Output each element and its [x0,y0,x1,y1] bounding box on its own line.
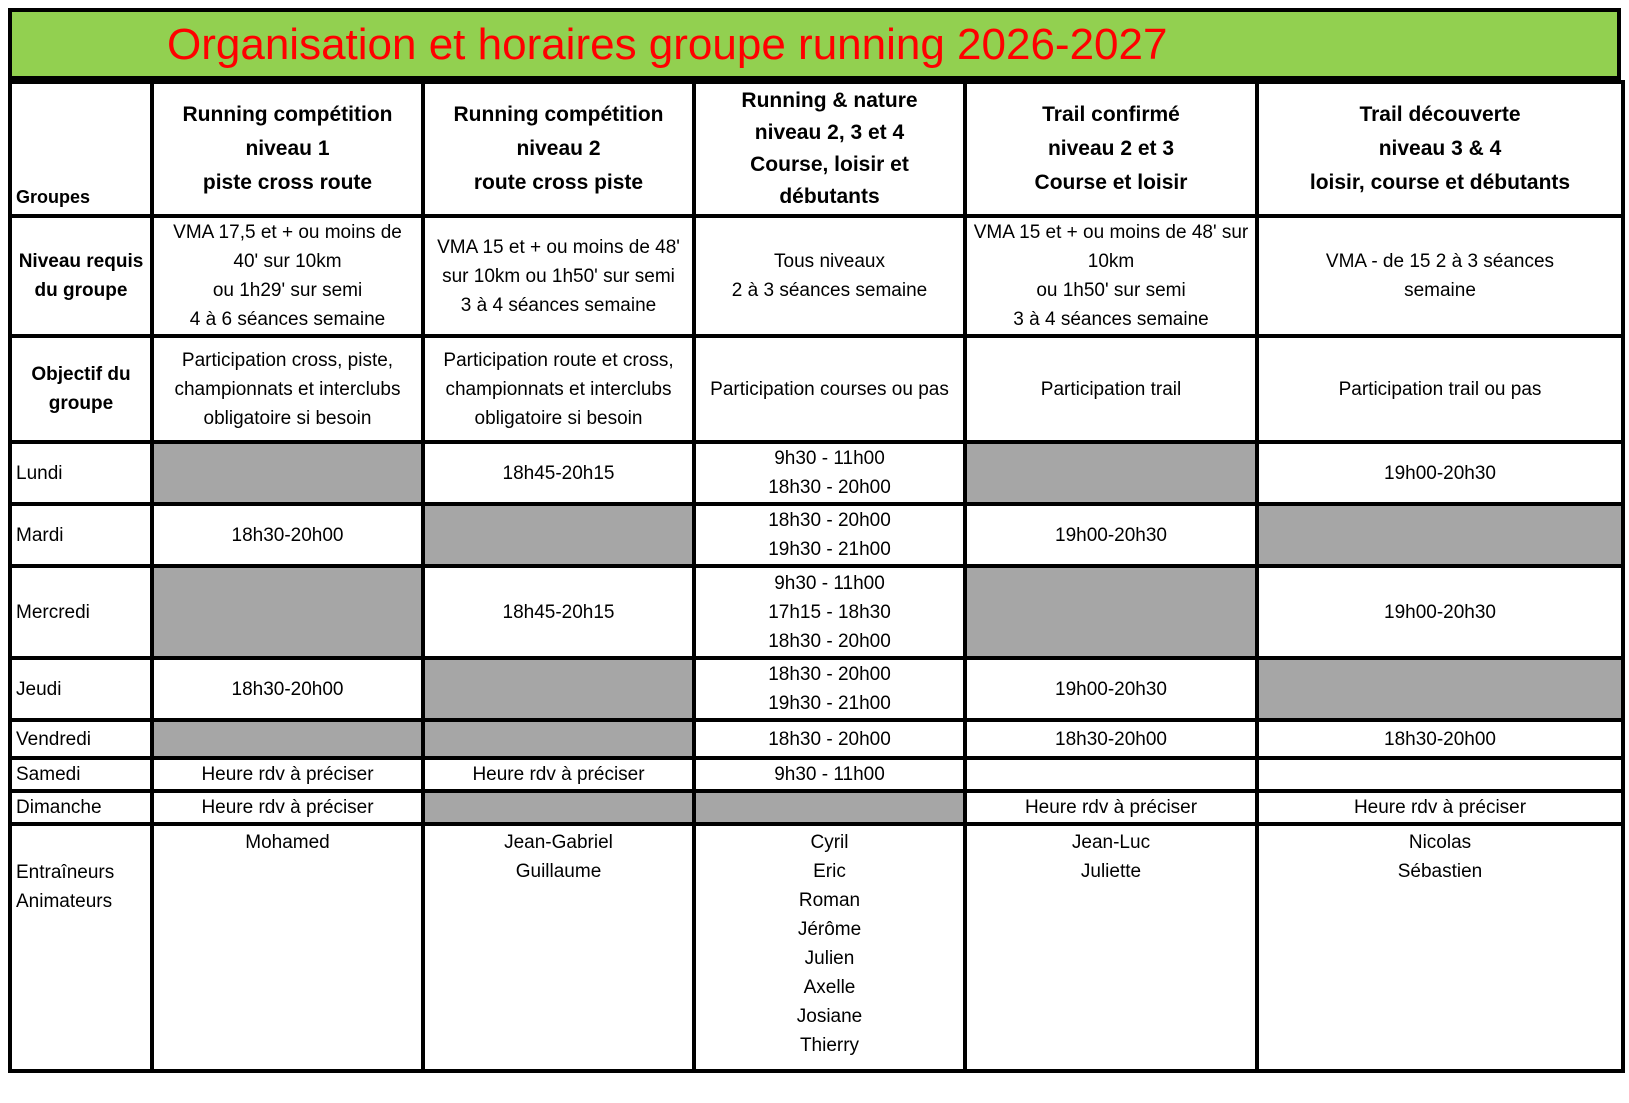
group-header: Trail confirmé niveau 2 et 3 Course et loisir [965,82,1257,216]
niveau-cell: VMA 15 et + ou moins de 48' sur 10km ou 1h50' sur semi 3 à 4 séances semaine [423,216,694,336]
coaches-cell: Jean-Gabriel Guillaume [423,824,694,1071]
objectif-cell: Participation trail ou pas [1257,336,1623,442]
day-row-jeudi [10,658,1623,720]
empty-cell [965,566,1257,658]
niveau-cell: VMA 17,5 et + ou moins de 40' sur 10km ou 1h29' sur semi 4 à 6 séances semaine [152,216,423,336]
empty-cell [152,720,423,758]
empty-cell [1257,504,1623,566]
time-cell: 18h30-20h00 [965,720,1257,758]
niveau-row [10,216,1623,336]
day-label: Vendredi [10,720,152,758]
time-cell: 19h00-20h30 [1257,442,1623,504]
time-cell: 18h45-20h15 [423,442,694,504]
empty-cell [423,504,694,566]
objectif-cell: Participation route et cross, championnats et interclubs obligatoire si besoin [423,336,694,442]
niveau-cell: VMA 15 et + ou moins de 48' sur 10km ou 1h50' sur semi 3 à 4 séances semaine [965,216,1257,336]
objectif-cell: Participation courses ou pas [694,336,965,442]
empty-cell [423,720,694,758]
empty-cell [1257,658,1623,720]
coaches-cell: Nicolas Sébastien [1257,824,1623,1071]
time-cell: 9h30 - 11h00 17h15 - 18h30 18h30 - 20h00 [694,566,965,658]
empty-cell [423,791,694,824]
schedule-table [8,80,1625,1073]
header-row [10,82,1623,216]
niveau-cell: Tous niveaux 2 à 3 séances semaine [694,216,965,336]
time-cell [965,758,1257,791]
time-cell: Heure rdv à préciser [423,758,694,791]
page-title: Organisation et horaires groupe running 2026-2027 [167,20,1168,69]
coaches-cell: Mohamed [152,824,423,1071]
time-cell: Heure rdv à préciser [1257,791,1623,824]
time-cell: Heure rdv à préciser [152,758,423,791]
day-row-mardi [10,504,1623,566]
time-cell [1257,758,1623,791]
time-cell: 19h00-20h30 [1257,566,1623,658]
time-cell: Heure rdv à préciser [152,791,423,824]
day-label: Jeudi [10,658,152,720]
time-cell: 18h30 - 20h00 19h30 - 21h00 [694,658,965,720]
time-cell: 18h30-20h00 [1257,720,1623,758]
time-cell: 9h30 - 11h00 [694,758,965,791]
day-row-mercredi [10,566,1623,658]
day-row-vendredi [10,720,1623,758]
day-row-lundi [10,442,1623,504]
coaches-label: Entraîneurs Animateurs [10,824,152,1071]
schedule-document [8,8,1621,1095]
time-cell: 19h00-20h30 [965,658,1257,720]
day-row-samedi [10,758,1623,791]
niveau-cell: VMA - de 15 2 à 3 séances semaine [1257,216,1623,336]
title-bar [8,8,1621,80]
coaches-row [10,824,1623,1071]
objectif-cell: Participation trail [965,336,1257,442]
day-row-dimanche [10,791,1623,824]
group-header: Trail découverte niveau 3 & 4 loisir, course et débutants [1257,82,1623,216]
day-label: Samedi [10,758,152,791]
empty-cell [694,791,965,824]
objectif-cell: Participation cross, piste, championnats et interclubs obligatoire si besoin [152,336,423,442]
group-header: Running compétition niveau 1 piste cross route [152,82,423,216]
day-label: Mardi [10,504,152,566]
coaches-cell: Cyril Eric Roman Jérôme Julien Axelle Josiane Thierry [694,824,965,1071]
empty-cell [423,658,694,720]
objectif-row [10,336,1623,442]
niveau-label: Niveau requis du groupe [10,216,152,336]
empty-cell [152,566,423,658]
empty-cell [965,442,1257,504]
group-header: Running & nature niveau 2, 3 et 4 Course, loisir et débutants [694,82,965,216]
day-label: Lundi [10,442,152,504]
day-label: Mercredi [10,566,152,658]
time-cell: 18h30 - 20h00 19h30 - 21h00 [694,504,965,566]
objectif-label: Objectif du groupe [10,336,152,442]
corner-label: Groupes [10,82,152,216]
time-cell: 18h30-20h00 [152,504,423,566]
group-header: Running compétition niveau 2 route cross piste [423,82,694,216]
time-cell: 19h00-20h30 [965,504,1257,566]
time-cell: 18h30-20h00 [152,658,423,720]
empty-cell [152,442,423,504]
coaches-cell: Jean-Luc Juliette [965,824,1257,1071]
time-cell: 9h30 - 11h00 18h30 - 20h00 [694,442,965,504]
time-cell: 18h45-20h15 [423,566,694,658]
time-cell: Heure rdv à préciser [965,791,1257,824]
time-cell: 18h30 - 20h00 [694,720,965,758]
day-label: Dimanche [10,791,152,824]
